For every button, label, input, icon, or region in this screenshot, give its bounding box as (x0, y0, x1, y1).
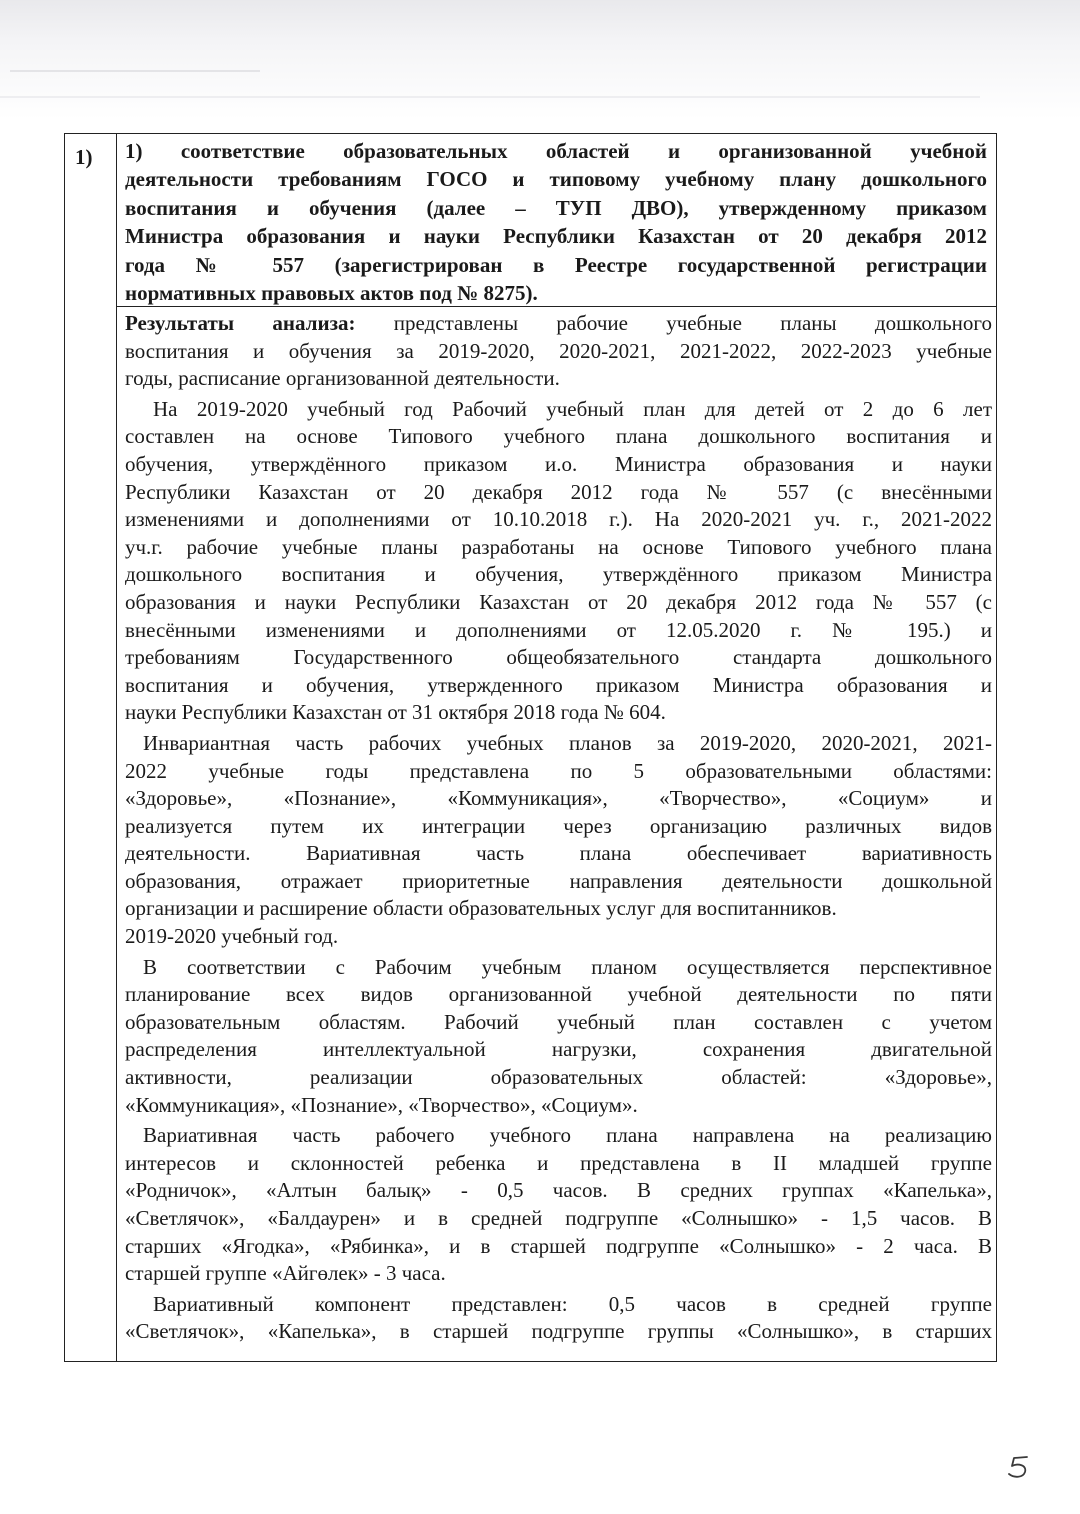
text-line: старшей группе «Айгөлек» - 3 часа. (125, 1261, 446, 1286)
text-line: внесёнными изменениями и дополнениями от 12.05.2020 г. № 195.) и (125, 617, 992, 642)
text-line: деятельности. Вариативная часть плана обеспечивает вариативность (125, 841, 992, 866)
text-line: «Коммуникация», «Познание», «Творчество», «Социум». (125, 1092, 638, 1117)
text-line: организации и расширение области образовательных услуг для воспитанников. (125, 896, 837, 921)
column-divider (116, 134, 117, 1361)
text-line: В соответствии с Рабочим учебным планом осуществляется перспективное (143, 954, 992, 979)
text-line: требованиям Государственного общеобязательного стандарта дошкольного (125, 645, 992, 670)
text-line: «Родничок», «Алтын балық» - 0,5 часов. В средних группах «Капелька», (125, 1178, 992, 1203)
text-line: образования, отражает приоритетные направления деятельности дошкольной (125, 868, 992, 893)
text-line: воспитания и обучения, утвержденного приказом Министра образования и (125, 672, 992, 697)
text-line: обучения, утверждённого приказом и.о. Министра образования и науки (125, 451, 992, 476)
text-line: Инвариантная часть рабочих учебных планов за 2019-2020, 2020-2021, 2021- (143, 730, 992, 755)
scan-top-shading (0, 0, 1080, 120)
text-line: «Светлячок», «Капелька», в старшей подгруппе группы «Солнышко», в старших (125, 1319, 992, 1344)
analysis-results-text (125, 310, 992, 1346)
criterion-heading (125, 137, 987, 307)
text-line: образования и науки Республики Казахстан от 20 декабря 2012 года № 557 (с (125, 589, 992, 614)
text-line: Вариативный компонент представлен: 0,5 часов в средней группе (153, 1291, 992, 1316)
text-line: распределения интеллектуальной нагрузки, сохранения двигательной (125, 1037, 992, 1062)
text-line: Вариативная часть рабочего учебного плана направлена на реализацию (143, 1123, 992, 1148)
text-line: дошкольного воспитания и обучения, утверждённого приказом Министра (125, 562, 992, 587)
heading-line: 1) соответствие образовательных областей и организованной учебной (125, 139, 987, 163)
text-line: активности, реализации образовательных областей: «Здоровье», (125, 1065, 992, 1090)
text-line: старших «Ягодка», «Рябинка», и в старшей подгруппе «Солнышко» - 2 часа. В (125, 1233, 992, 1258)
text-line: планирование всех видов организованной учебной деятельности по пяти (125, 982, 992, 1007)
row-number: 1) (75, 145, 93, 169)
heading-line: нормативных правовых актов под № 8275). (125, 281, 538, 306)
text-line: Республики Казахстан от 20 декабря 2012 года № 557 (с внесёнными (125, 479, 992, 504)
text-line: составлен на основе Типового учебного плана дошкольного воспитания и (125, 424, 992, 449)
scan-streak (10, 70, 260, 72)
text-line: реализуется путем их интеграции через организацию различных видов (125, 813, 992, 838)
text-line: 2019-2020 учебный год. (125, 924, 339, 949)
text-line: воспитания и обучения за 2019-2020, 2020-2021, 2021-2022, 2022-2023 учебные (125, 338, 992, 363)
text-line: «Здоровье», «Познание», «Коммуникация», «Творчество», «Социум» и (125, 786, 992, 811)
text-line: образовательным областям. Рабочий учебный план составлен с учетом (125, 1009, 992, 1034)
text-line: На 2019-2020 учебный год Рабочий учебный план для детей от 2 до 6 лет (153, 396, 992, 421)
heading-line: Министра образования и науки Республики Казахстан от 20 декабря 2012 (125, 224, 987, 249)
text-line (125, 310, 992, 338)
heading-line: года № 557 (зарегистрирован в Реестре государственной регистрации (125, 252, 987, 277)
heading-line: деятельности требованиям ГОСО и типовому учебному плану дошкольного (125, 167, 987, 192)
text-line: 2022 учебные годы представлена по 5 образовательными областями: (125, 758, 992, 783)
text-line: науки Республики Казахстан от 31 октября 2018 года № 604. (125, 700, 666, 725)
results-label: Результаты анализа: (125, 311, 356, 335)
text-line: годы, расписание организованной деятельности. (125, 366, 560, 391)
text-fragment: представлены рабочие учебные планы дошкольного (355, 311, 992, 335)
text-line: изменениями и дополнениями от 10.10.2018 г.). На 2020-2021 уч. г., 2021-2022 (125, 507, 992, 532)
text-line: «Светлячок», «Балдаурен» и в средней подгруппе «Солнышко» - 1,5 часов. В (125, 1206, 992, 1230)
text-line: интересов и склонностей ребенка и представлена в II младшей группе (125, 1150, 992, 1175)
heading-line: воспитания и обучения (далее – ТУП ДВО), утвержденному приказом (125, 195, 987, 220)
analysis-table (64, 133, 997, 1362)
text-line: уч.г. рабочие учебные планы разработаны на основе Типового учебного плана (125, 534, 992, 559)
scan-streak (0, 96, 980, 98)
handwritten-page-number-icon (1003, 1451, 1035, 1483)
